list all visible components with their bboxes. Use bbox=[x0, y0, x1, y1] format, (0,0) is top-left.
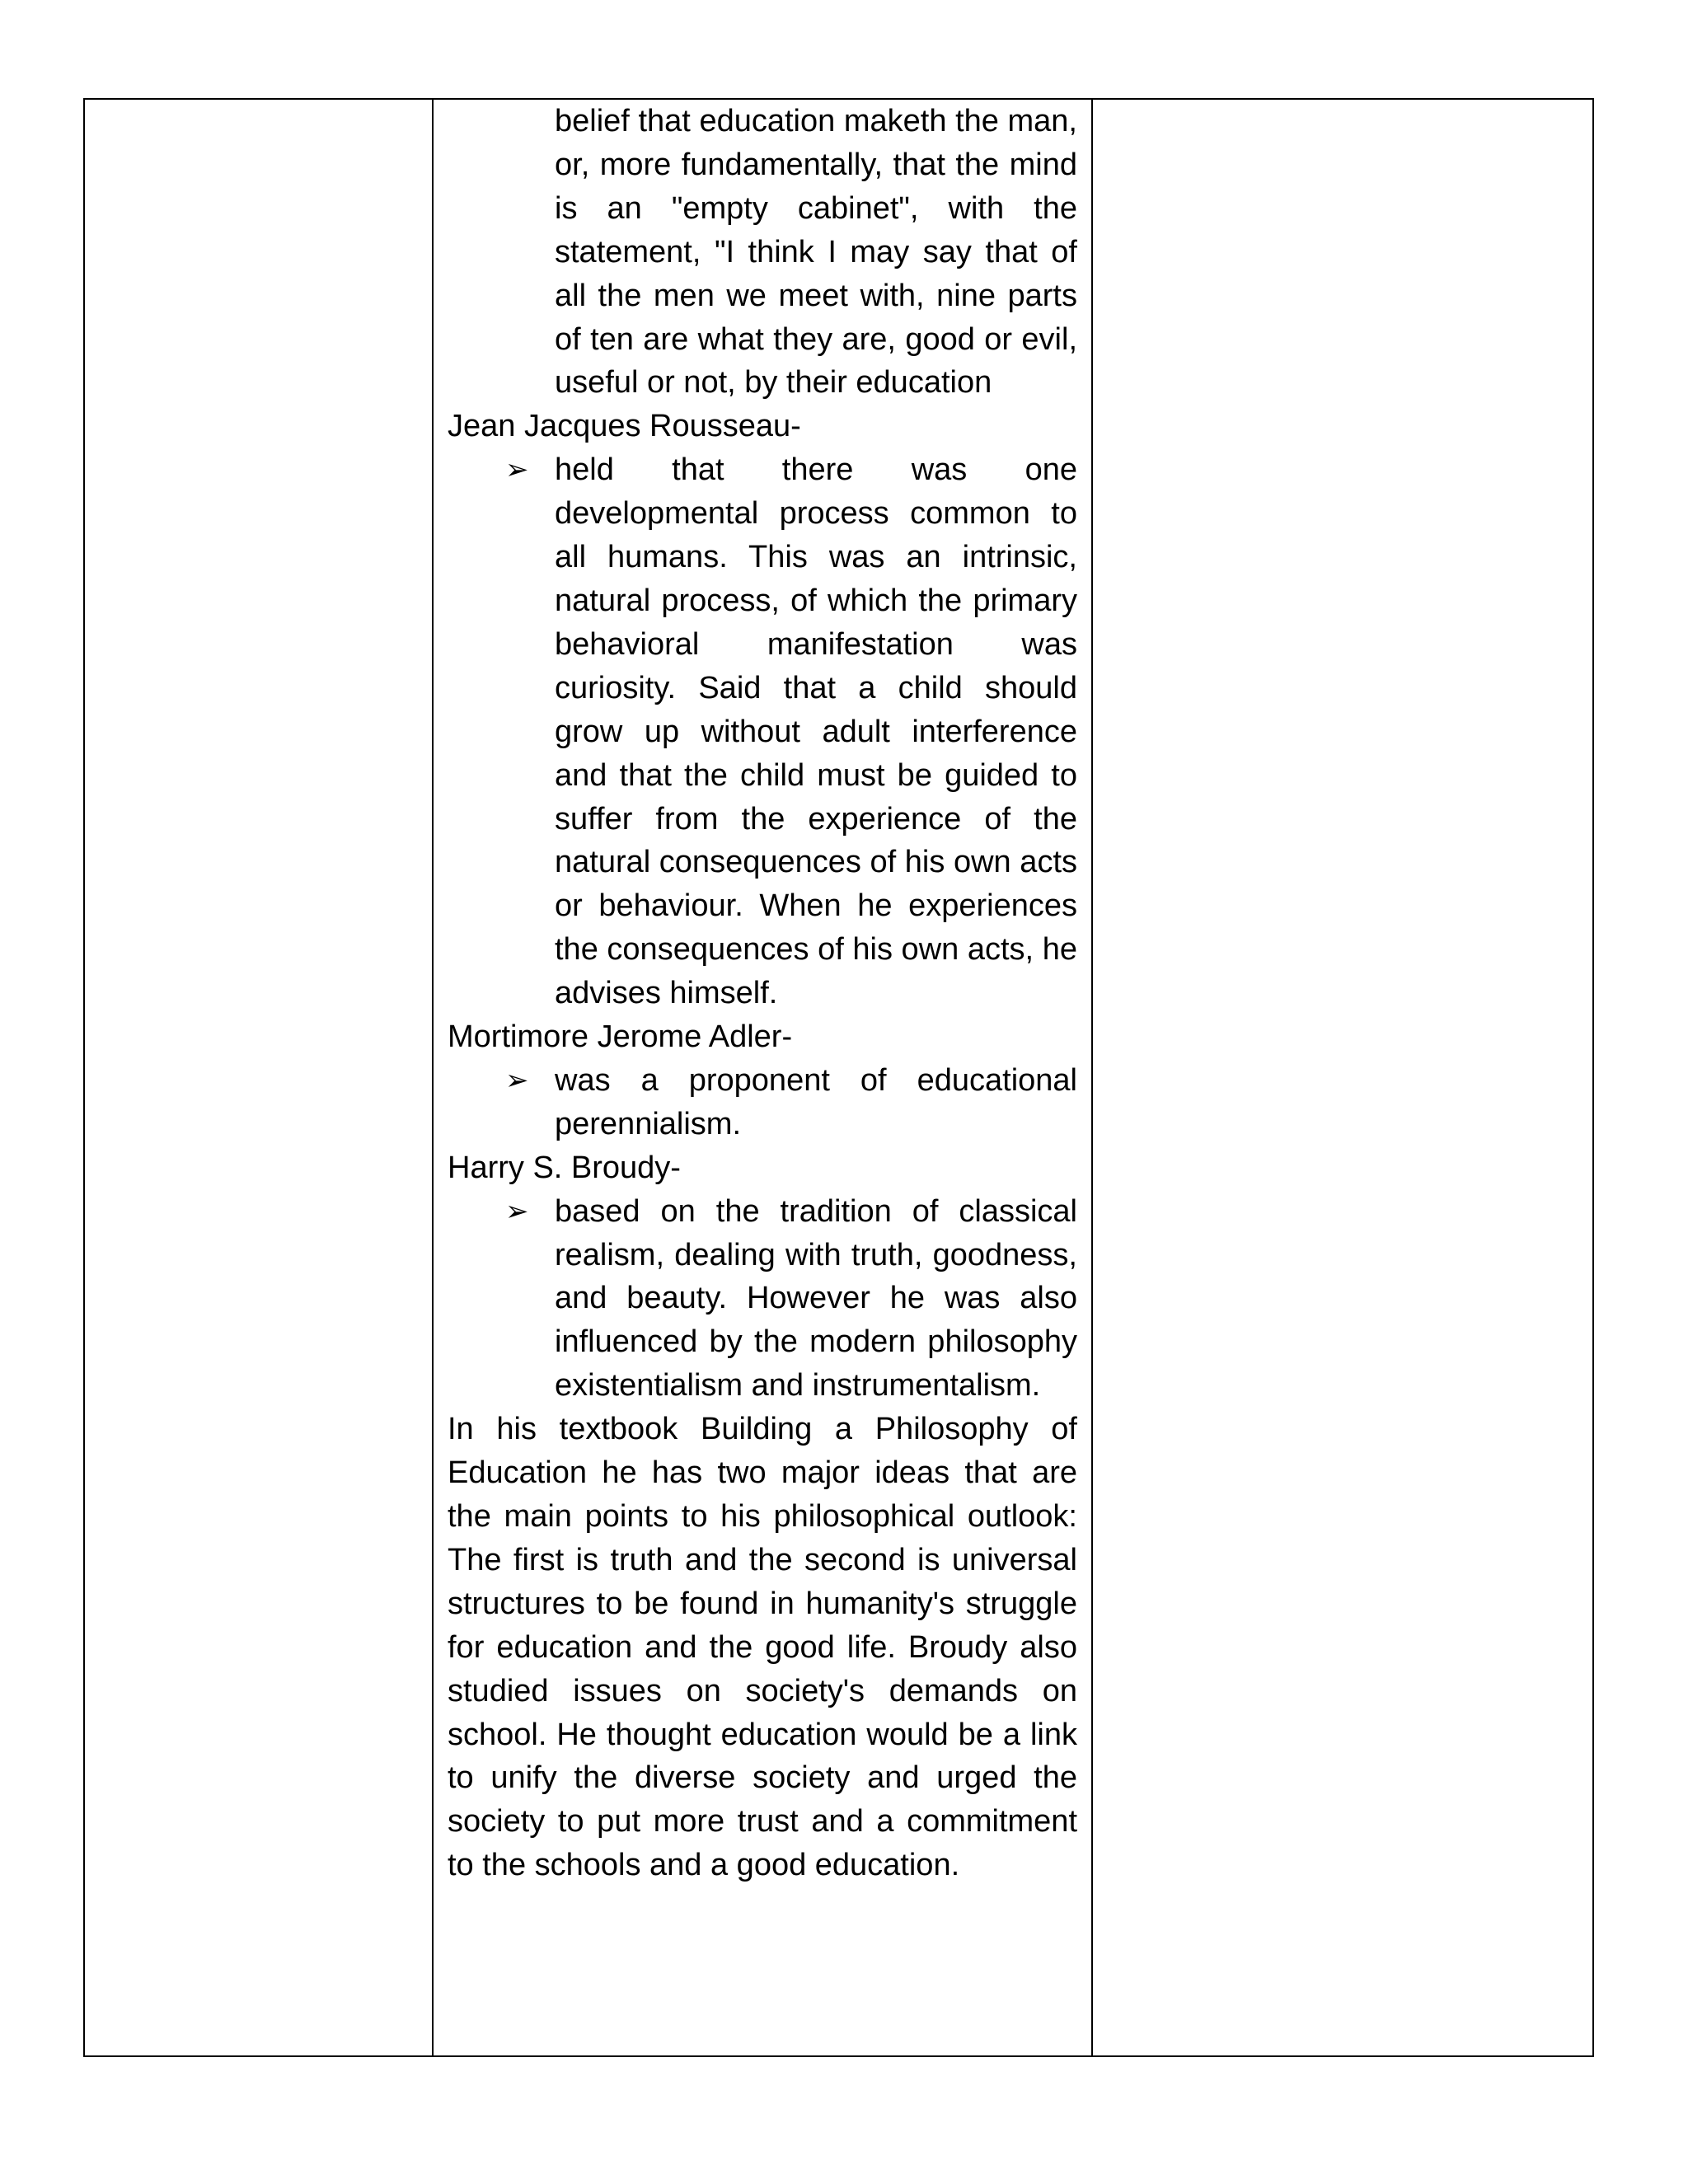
bullet-item-adler bbox=[448, 1059, 1077, 1146]
bullet-item-rousseau bbox=[448, 448, 1077, 1015]
bullet-text-rousseau: held that there was one developmental process common to all humans. This was an intrinsic, natural process, of which the primary behavioral manifestation was curiosity. Said that a child should grow up without adult interference and that the child must be guided to suffer from the experience of the natural consequences of his own acts or behaviour. When he experiences the consequences of his own acts, he advises himself. bbox=[555, 452, 1077, 1011]
bullet-text-broudy: based on the tradition of classical realism, dealing with truth, goodness, and beauty. However he was also influenced by the modern philosophy existentialism and instrumentalism. bbox=[555, 1193, 1077, 1404]
table-column-left bbox=[85, 100, 434, 2055]
document-table bbox=[83, 98, 1594, 2057]
arrow-bullet-icon: ➢ bbox=[505, 454, 529, 486]
bullet-text-adler: was a proponent of educational perennialism. bbox=[555, 1062, 1077, 1141]
bullet-item-broudy bbox=[448, 1190, 1077, 1408]
philosopher-name-rousseau: Jean Jacques Rousseau- bbox=[448, 409, 801, 444]
arrow-bullet-icon: ➢ bbox=[505, 1195, 529, 1227]
continuation-paragraph: belief that education maketh the man, or, more fundamentally, that the mind is an "empty cabinet", with the statement, "I think I may say that of all the men we meet with, nine parts of ten are what they are, good or evil, useful or not, by their education bbox=[555, 104, 1077, 401]
arrow-bullet-icon: ➢ bbox=[505, 1064, 529, 1096]
philosopher-name-broudy: Harry S. Broudy- bbox=[448, 1150, 681, 1185]
table-column-right bbox=[1093, 100, 1592, 2055]
closing-paragraph: In his textbook Building a Philosophy of Education he has two major ideas that are the main points to his philosophical outlook: The first is truth and the second is universal structures to be found in humanity's struggle for education and the good life. Broudy also studied issues on society's demands on school. He thought education would be a link to unify the diverse society and urged the society to put more trust and a commitment to the schools and a good education. bbox=[448, 1412, 1077, 1883]
table-column-middle bbox=[434, 100, 1093, 2055]
philosopher-name-adler: Mortimore Jerome Adler- bbox=[448, 1019, 793, 1055]
